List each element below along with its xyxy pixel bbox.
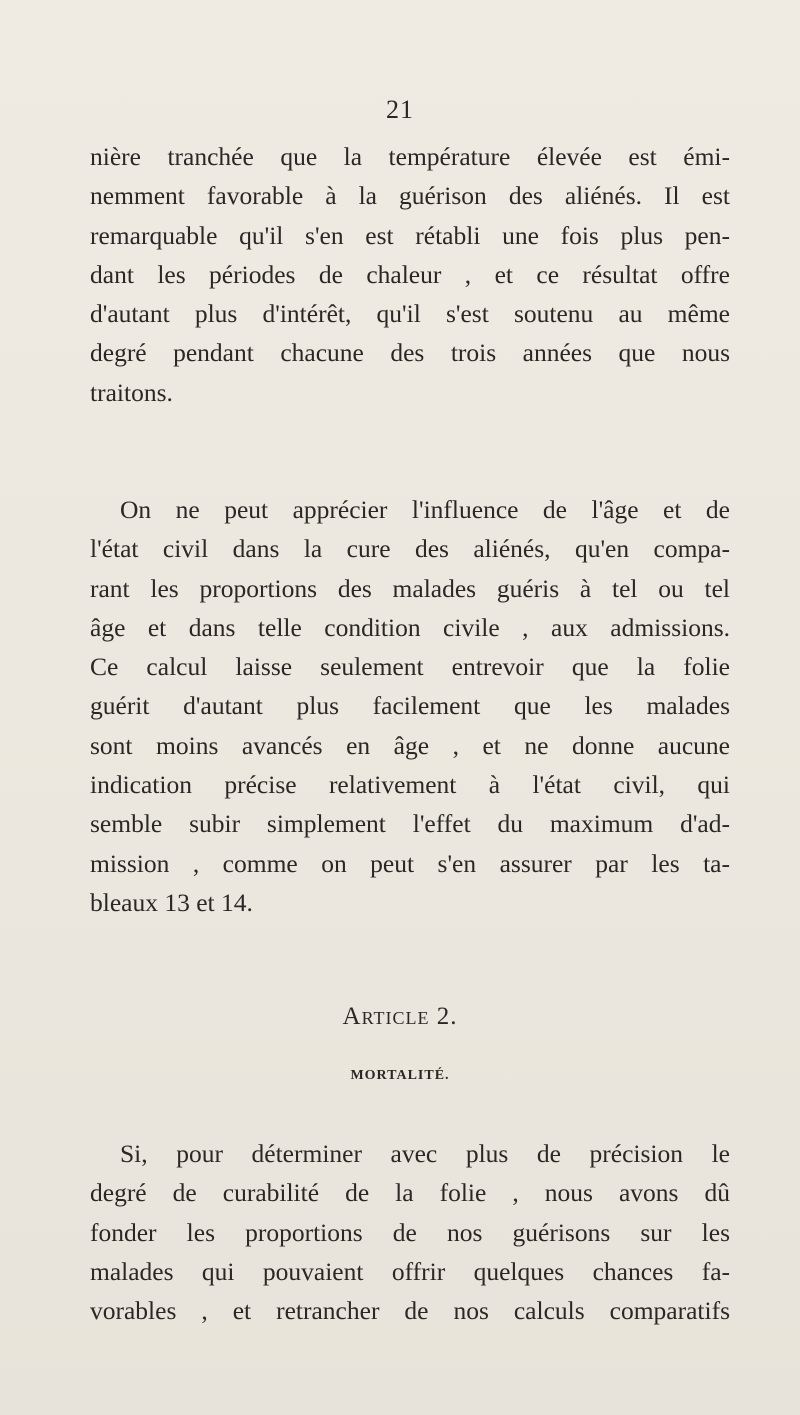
section-heading: MORTALITÉ.	[350, 1068, 450, 1083]
text-line: remarquable qu'il s'en est rétabli une fois plus pen-	[90, 220, 730, 250]
text-line: Si, pour déterminer avec plus de précision le	[120, 1139, 730, 1168]
text-line: guérit d'autant plus facilement que les malades	[90, 691, 730, 721]
text-line: degré pendant chacune des trois années que nous	[90, 338, 730, 368]
paragraph-continued	[90, 137, 730, 412]
text-line: malades qui pouvaient offrir quelques chances fa-	[90, 1256, 730, 1286]
text-line: bleaux 13 et 14.	[90, 887, 253, 917]
text-line: traitons.	[90, 377, 173, 407]
text-line: vorables , et retrancher de nos calculs comparatifs	[90, 1296, 730, 1326]
text-line: mission , comme on peut s'en assurer par les ta-	[90, 848, 730, 878]
page-number: 21	[386, 95, 414, 124]
text-line: Ce calcul laisse seulement entrevoir que la folie	[90, 652, 730, 682]
text-line: d'autant plus d'intérêt, qu'il s'est soutenu au même	[90, 299, 730, 329]
article-heading: Article 2.	[342, 1003, 458, 1030]
text-line: fonder les proportions de nos guérisons sur les	[90, 1217, 730, 1247]
text-line: nemment favorable à la guérison des aliénés. Il est	[90, 181, 730, 211]
text-line: semble subir simplement l'effet du maximum d'ad-	[90, 809, 730, 839]
text-line: nière tranchée que la température élevée est émi-	[90, 142, 730, 171]
text-line: sont moins avancés en âge , et ne donne aucune	[90, 730, 730, 760]
text-line: rant les proportions des malades guéris à tel ou tel	[90, 573, 730, 603]
text-line: âge et dans telle condition civile , aux admissions.	[90, 612, 730, 642]
text-line: dant les périodes de chaleur , et ce résultat offre	[90, 259, 730, 289]
text-line: degré de curabilité de la folie , nous avons dû	[90, 1178, 730, 1208]
paragraph-mortality	[90, 1134, 730, 1330]
paragraph-age-civil-status	[90, 490, 730, 922]
text-line: l'état civil dans la cure des aliénés, qu'en compa-	[90, 534, 730, 564]
text-line: On ne peut apprécier l'influence de l'âge et de	[120, 495, 730, 524]
text-line: indication précise relativement à l'état civil, qui	[90, 770, 730, 800]
